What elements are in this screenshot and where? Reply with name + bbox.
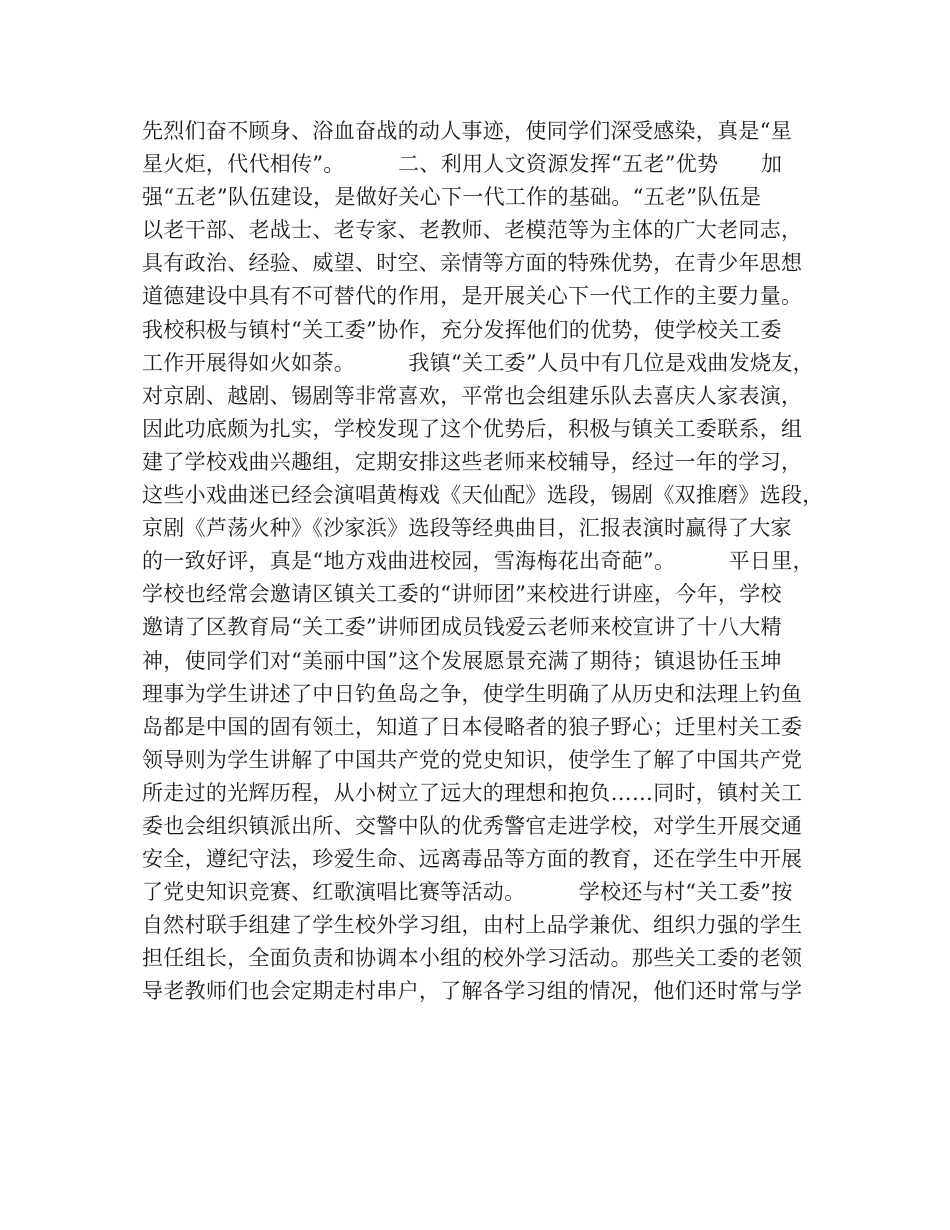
text-line: 了党史知识竞赛、红歌演唱比赛等活动。 学校还与村“关工委”按 (142, 880, 793, 905)
text-line: 邀请了区教育局“关工委”讲师团成员钱爱云老师来校宣讲了十八大精 (142, 615, 782, 640)
text-line: 导老教师们也会定期走村串户，了解各学习组的情况，他们还时常与学 (142, 979, 803, 1004)
text-line: 星火炬，代代相传”。 二、利用人文资源发挥“五老”优势 加 (142, 152, 783, 177)
text-line: 岛都是中国的固有领土，知道了日本侵略者的狼子野心；迁里村关工委 (142, 714, 803, 739)
text-line: 学校也经常会邀请区镇关工委的“讲师团”来校进行讲座，今年，学校 (142, 582, 782, 607)
text-line: 的一致好评，真是“地方戏曲进校园，雪海梅花出奇葩”。 平日里， (142, 549, 814, 574)
text-line: 具有政治、经验、威望、时空、亲情等方面的特殊优势，在青少年思想 (142, 251, 803, 276)
text-line: 领导则为学生讲解了中国共产党的党史知识，使学生了解了中国共产党 (142, 747, 803, 772)
text-line: 强“五老”队伍建设，是做好关心下一代工作的基础。“五老”队伍是 (142, 185, 762, 210)
text-line: 建了学校戏曲兴趣组，定期安排这些老师来校辅导，经过一年的学习， (142, 449, 803, 474)
body-text (142, 115, 822, 1009)
text-line: 因此功底颇为扎实，学校发现了这个优势后，积极与镇关工委联系，组 (142, 416, 803, 441)
text-line: 工作开展得如火如荼。 我镇“关工委”人员中有几位是戏曲发烧友， (142, 350, 814, 375)
text-line: 先烈们奋不顾身、浴血奋战的动人事迹，使同学们深受感染，真是“星 (142, 119, 793, 143)
text-line: 京剧《芦荡火种》《沙家浜》选段等经典曲目，汇报表演时赢得了大家 (142, 516, 792, 541)
text-line: 委也会组织镇派出所、交警中队的优秀警官走进学校，对学生开展交通 (142, 813, 803, 838)
text-line: 这些小戏曲迷已经会演唱黄梅戏《天仙配》选段，锡剧《双推磨》选段， (142, 483, 824, 508)
text-line: 神，使同学们对“美丽中国”这个发展愿景充满了期待；镇退协任玉坤 (142, 648, 782, 673)
text-line: 对京剧、越剧、锡剧等非常喜欢，平常也会组建乐队去喜庆人家表演， (142, 383, 803, 408)
text-line: 自然村联手组建了学生校外学习组，由村上品学兼优、组织力强的学生 (142, 913, 803, 938)
text-line: 道德建设中具有不可替代的作用，是开展关心下一代工作的主要力量。 (142, 284, 803, 309)
text-line: 我校积极与镇村“关工委”协作，充分发挥他们的优势，使学校关工委 (142, 317, 782, 342)
text-line: 担任组长，全面负责和协调本小组的校外学习活动。那些关工委的老领 (142, 946, 803, 971)
text-line: 以老干部、老战士、老专家、老教师、老模范等为主体的广大老同志， (142, 218, 803, 243)
text-line: 安全，遵纪守法，珍爱生命、远离毒品等方面的教育，还在学生中开展 (142, 847, 803, 872)
text-line: 所走过的光辉历程，从小树立了远大的理想和抱负……同时，镇村关工 (142, 780, 803, 805)
text-line: 理事为学生讲述了中日钓鱼岛之争，使学生明确了从历史和法理上钓鱼 (142, 681, 803, 706)
